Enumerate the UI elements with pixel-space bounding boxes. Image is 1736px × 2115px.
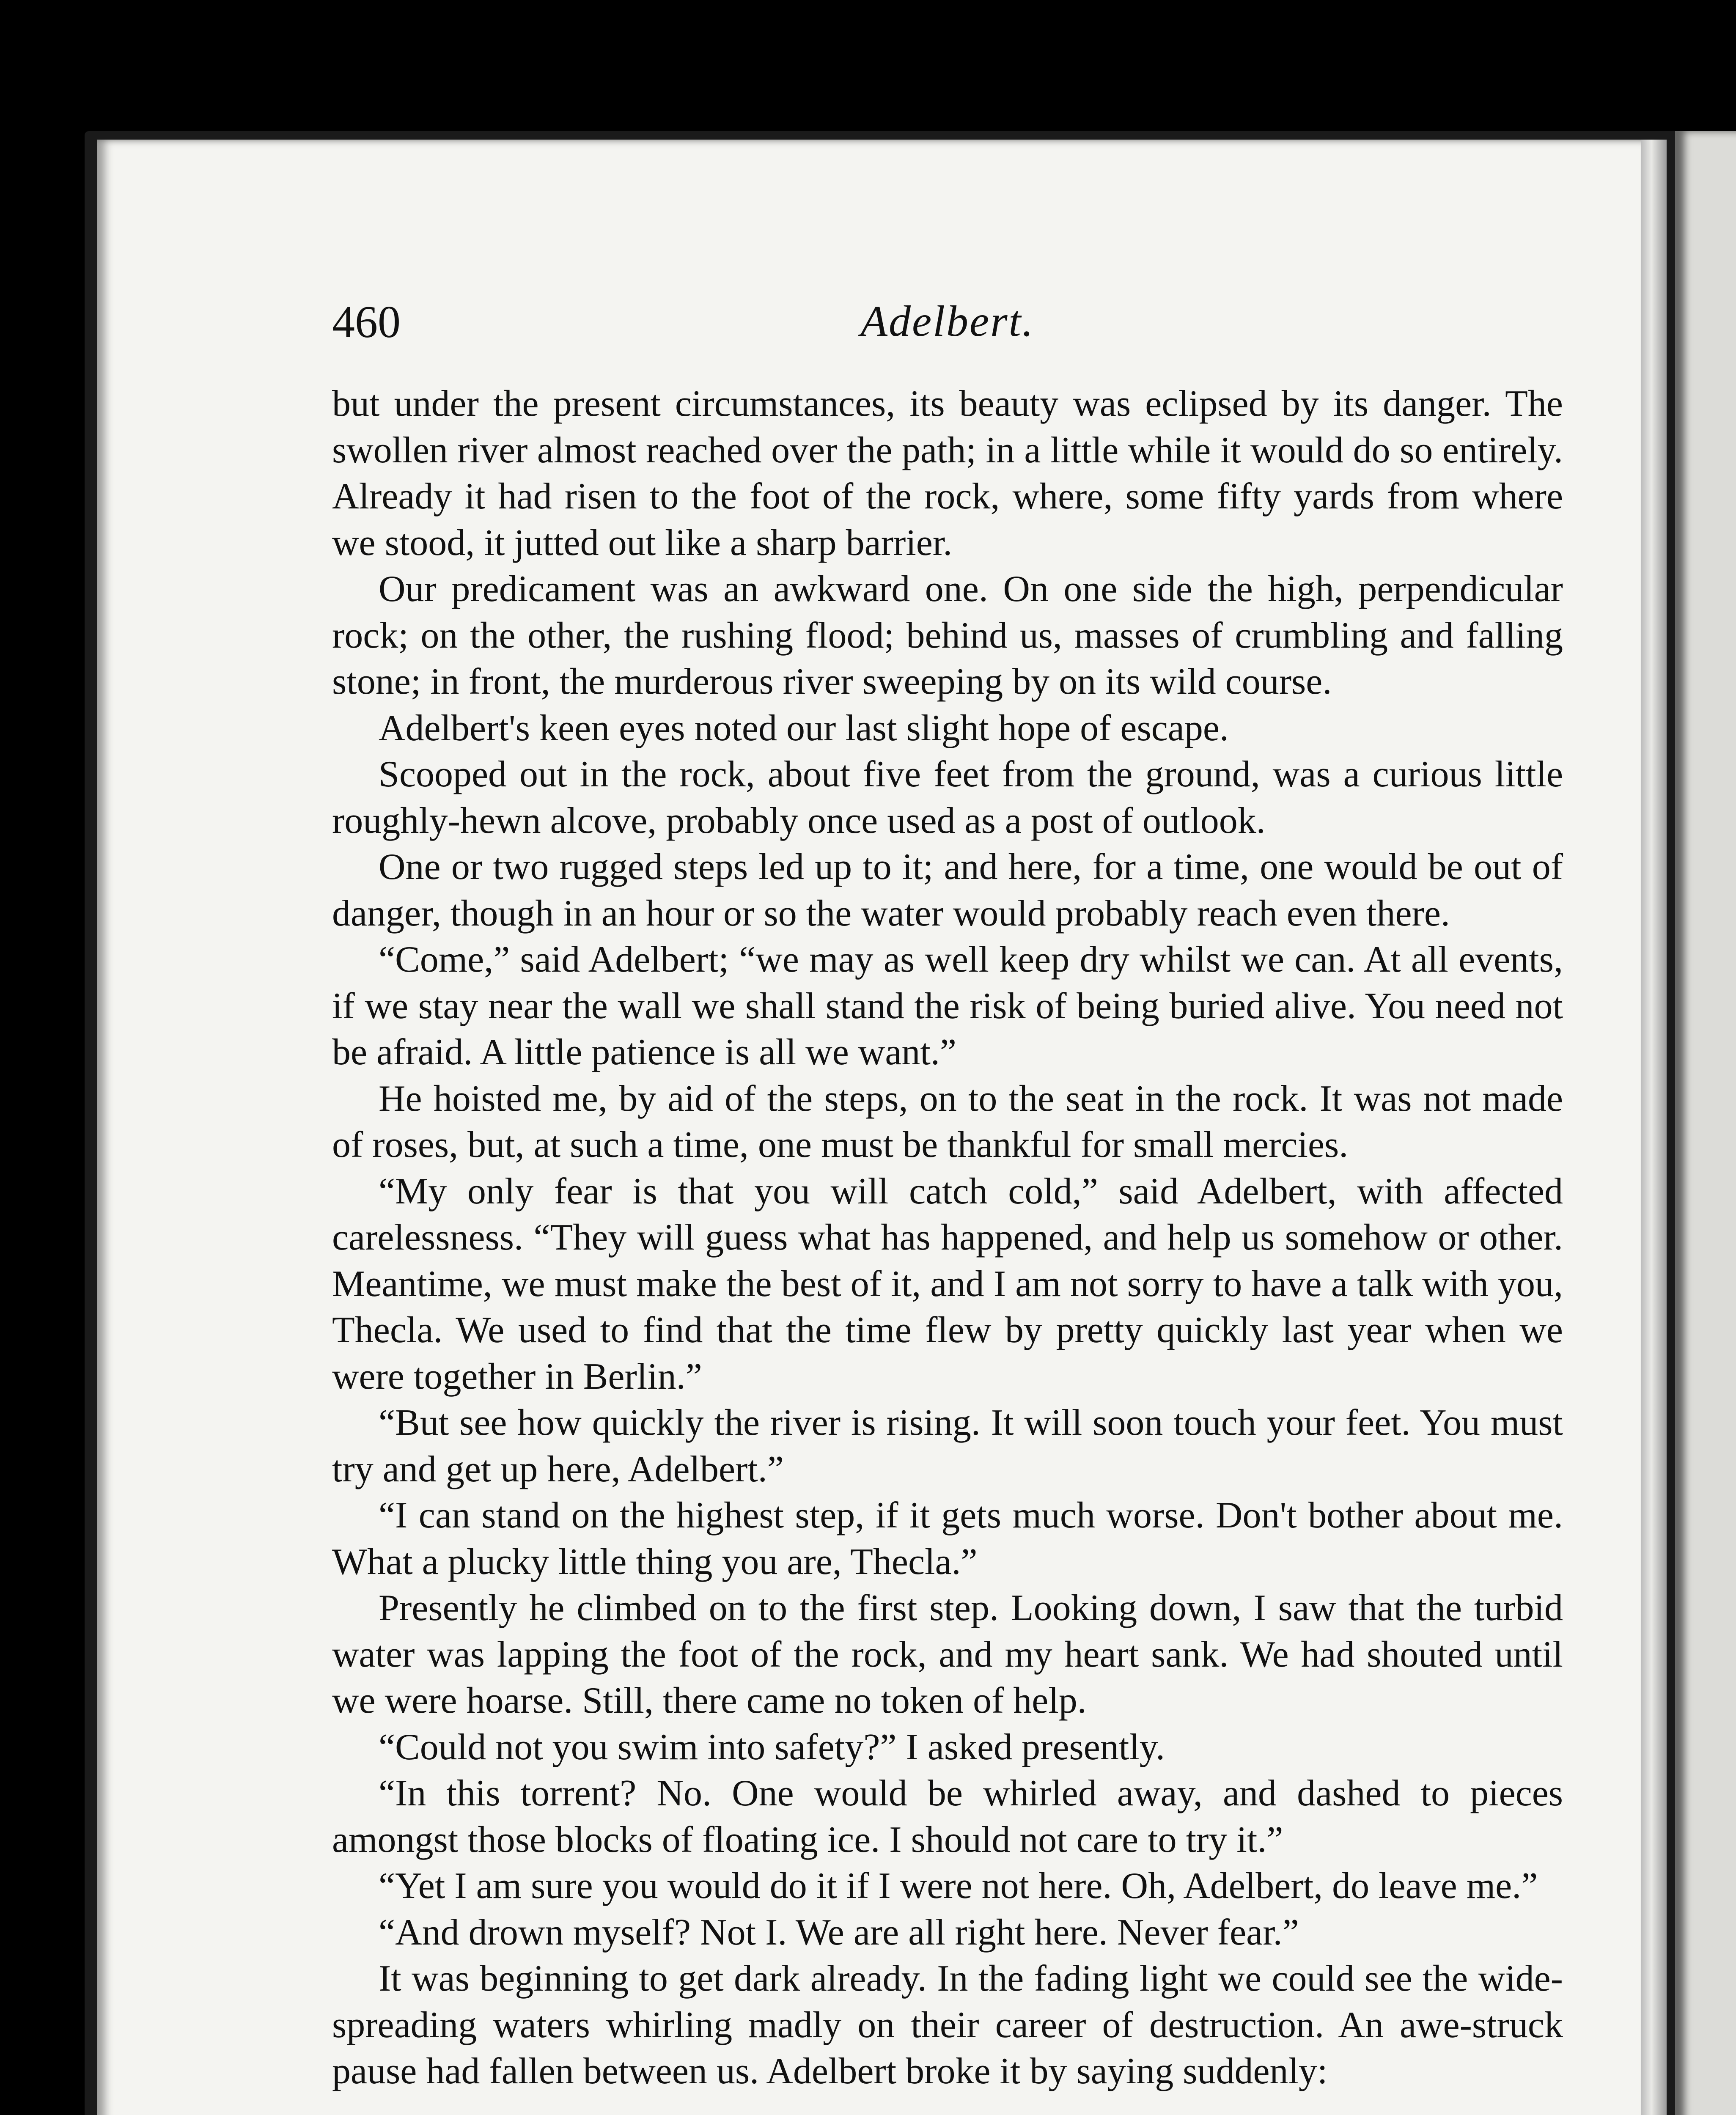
running-head: Adelbert. — [860, 297, 1035, 346]
paragraph: “But see how quickly the river is rising. It will soon touch your feet. You must try and get up here, Adelbert.” — [332, 1402, 1563, 1490]
paragraph: “Could not you swim into safety?” I asked presently. — [379, 1726, 1165, 1768]
paragraph: “I can stand on the highest step, if it gets much worse. Don't bother about me. What a plucky little thing you are, Thecla.” — [332, 1495, 1563, 1582]
paragraph: Adelbert's keen eyes noted our last slight hope of escape. — [379, 707, 1229, 749]
paragraph: “In this torrent? No. One would be whirled away, and dashed to pieces amongst those blocks of floating ice. I should not care to try it.” — [332, 1773, 1563, 1860]
page-header — [332, 296, 1563, 347]
paragraph: “Yet I am sure you would do it if I were not here. Oh, Adelbert, do leave me.” — [379, 1865, 1538, 1906]
paragraph: “My only fear is that you will catch cold,” said Adelbert, with affected carelessness. “They will guess what has happened, and help us somehow or other. Meantime, we must make the best of it, and I am not sorry to have a talk with you, Thecla. We used to find that the time flew by pretty quickly last year when we were together in Berlin.” — [332, 1170, 1563, 1397]
paragraph: “And drown myself? Not I. We are all right here. Never fear.” — [379, 1912, 1299, 1953]
paragraph: One or two rugged steps led up to it; and here, for a time, one would be out of danger, though in an hour or so the water would probably reach even there. — [332, 846, 1563, 934]
paragraph: Scooped out in the rock, about five feet from the ground, was a curious little roughly-hewn alcove, probably once used as a post of outlook. — [332, 754, 1563, 841]
paragraph: but under the present circumstances, its beauty was eclipsed by its danger. The swollen river almost reached over the path; in a little while it would do so entirely. Already it had risen to the foot of the rock, where, some fifty yards from where we stood, it jutted out like a sharp barrier. — [332, 383, 1563, 563]
page-body — [332, 381, 1563, 2115]
paragraph: “Come,” said Adelbert; “we may as well keep dry whilst we can. At all events, if we stay near the wall we shall stand the risk of being buried alive. You need not be afraid. A little patience is all we want.” — [332, 939, 1563, 1073]
paragraph: It was beginning to get dark already. In the fading light we could see the wide-spreading waters whirling madly on their career of destruction. An awe-struck pause had fallen between us. Adelbert broke it by saying suddenly: — [332, 1958, 1563, 2092]
page-number: 460 — [332, 297, 401, 347]
paragraph: Presently he climbed on to the first step. Looking down, I saw that the turbid water was lapping the foot of the rock, and my heart sank. We had shouted until we were hoarse. Still, there came no token of help. — [332, 1588, 1563, 1721]
paragraph: Our predicament was an awkward one. On one side the high, perpendicular rock; on the other, the rushing flood; behind us, masses of crumbling and falling stone; in front, the murderous river sweeping by on its wild course. — [332, 569, 1563, 702]
next-page-edge — [1675, 131, 1736, 2115]
page-edge-shadow — [1641, 140, 1667, 2115]
paragraph: He hoisted me, by aid of the steps, on to the seat in the rock. It was not made of roses, but, at such a time, one must be thankful for small mercies. — [332, 1078, 1563, 1165]
